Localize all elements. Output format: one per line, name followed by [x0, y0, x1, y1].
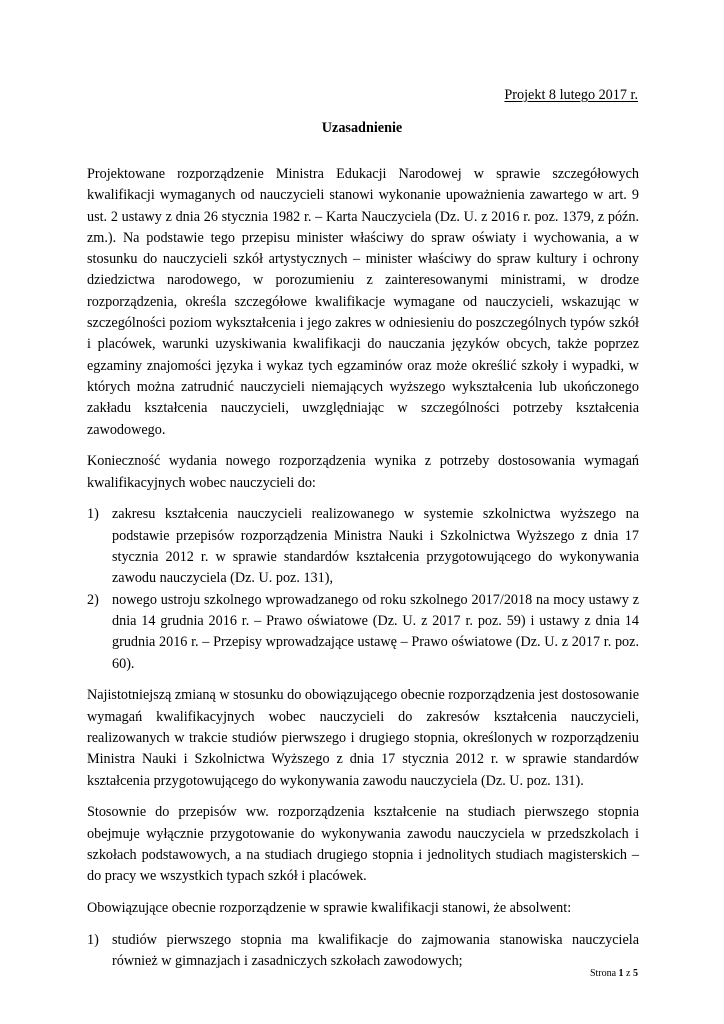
adaptation-list: [87, 504, 639, 674]
paragraph-necessity: Konieczność wydania nowego rozporządzenia wynika z potrzeby dostosowania wymagań kwalifikacyjnych wobec nauczycieli do:: [87, 453, 639, 491]
paragraph-current-regulation: Obowiązujące obecnie rozporządzenie w sprawie kwalifikacji stanowi, że absolwent:: [87, 900, 572, 916]
document-title: Uzasadnienie: [321, 120, 403, 136]
list-item: [87, 504, 639, 589]
page-label: Strona: [589, 968, 617, 979]
project-date-line: Projekt 8 lutego 2017 r.: [504, 87, 638, 103]
page-number-footer: [590, 968, 638, 979]
list-item: [87, 930, 639, 973]
current-page-number: 1: [618, 968, 624, 979]
list-item-number: 1): [87, 506, 99, 523]
list-item-text: nowego ustroju szkolnego wprowadzanego od roku szkolnego 2017/2018 na mocy ustawy z dnia 14 grudnia 2016 r. – Prawo oświatowe (Dz. U. z 2017 r. poz. 59) i ustawy z dnia 14 grudnia 2016 r. – Przepisy wprowadzające ustawę – Prawo oświatowe (Dz. U. z 2017 r. poz. 60).: [112, 591, 639, 672]
paragraph-legal-basis: Projektowane rozporządzenie Ministra Edukacji Narodowej w sprawie szczegółowych kwalifikacji wymaganych od nauczycieli stanowi wykonanie upoważnienia zawartego w art. 9 ust. 2 ustawy z dnia 26 stycznia 1982 r. – Karta Nauczyciela (Dz. U. z 2016 r. poz. 1379, z późn. zm.). Na podstawie tego przepisu minister właściwy do spraw oświaty i wychowania, a w stosunku do nauczycieli szkół artystycznych – minister właściwy do spraw kultury i ochrony dziedzictwa narodowego, w porozumieniu z zainteresowanymi ministrami, w drodze rozporządzenia, określa szczegółowe kwalifikacje wymagane od nauczycieli, wskazując w szczególności poziom wykształcenia i jego zakres w odniesieniu do poszczególnych typów szkół i placówek, warunki uzyskiwania kwalifikacji do nauczania języków obcych, także poprzez egzaminy znajomości języka i wykaz tych egzaminów oraz może określić szkoły i wypadki, w których można zatrudnić nauczycieli niemających wyższego wykształcenia lub ukończonego zakładu kształcenia nauczycieli, uwzględniając w szczególności potrzeby kształcenia zawodowego.: [87, 166, 639, 438]
graduate-qualifications-list: [87, 930, 639, 973]
list-item: [87, 590, 639, 675]
paragraph-main-change: Najistotniejszą zmianą w stosunku do obowiązującego obecnie rozporządzenia jest dostosowanie wymagań kwalifikacyjnych wobec nauczycieli do zakresów kształcenia nauczycieli, realizowanych w trakcie studiów pierwszego i drugiego stopnia, określonych w rozporządzeniu Ministra Nauki i Szkolnictwa Wyższego z dnia 17 stycznia 2012 r. w sprawie standardów kształcenia przygotowującego do wykonywania zawodu nauczyciela (Dz. U. poz. 131).: [87, 687, 639, 789]
document-body: [87, 164, 639, 983]
list-item-number: 2): [87, 591, 99, 608]
list-item-number: 1): [87, 931, 99, 948]
paragraph-first-degree-studies: Stosownie do przepisów ww. rozporządzenia kształcenie na studiach pierwszego stopnia obejmuje wyłącznie przygotowanie do wykonywania zawodu nauczyciela w przedszkolach i szkołach podstawowych, a na studiach drugiego stopnia i jednolitych studiach magisterskich – do pracy we wszystkich typach szkół i placówek.: [87, 804, 639, 885]
page-of-label: z: [626, 968, 631, 979]
list-item-text: studiów pierwszego stopnia ma kwalifikacje do zajmowania stanowiska nauczyciela również w gimnazjach i zasadniczych szkołach zawodowych;: [112, 931, 639, 970]
total-pages-number: 5: [633, 968, 638, 979]
list-item-text: zakresu kształcenia nauczycieli realizowanego w systemie szkolnictwa wyższego na podstawie przepisów rozporządzenia Ministra Nauki i Szkolnictwa Wyższego z dnia 17 stycznia 2012 r. w sprawie standardów kształcenia przygotowującego do wykonywania zawodu nauczyciela (Dz. U. poz. 131),: [112, 506, 639, 587]
